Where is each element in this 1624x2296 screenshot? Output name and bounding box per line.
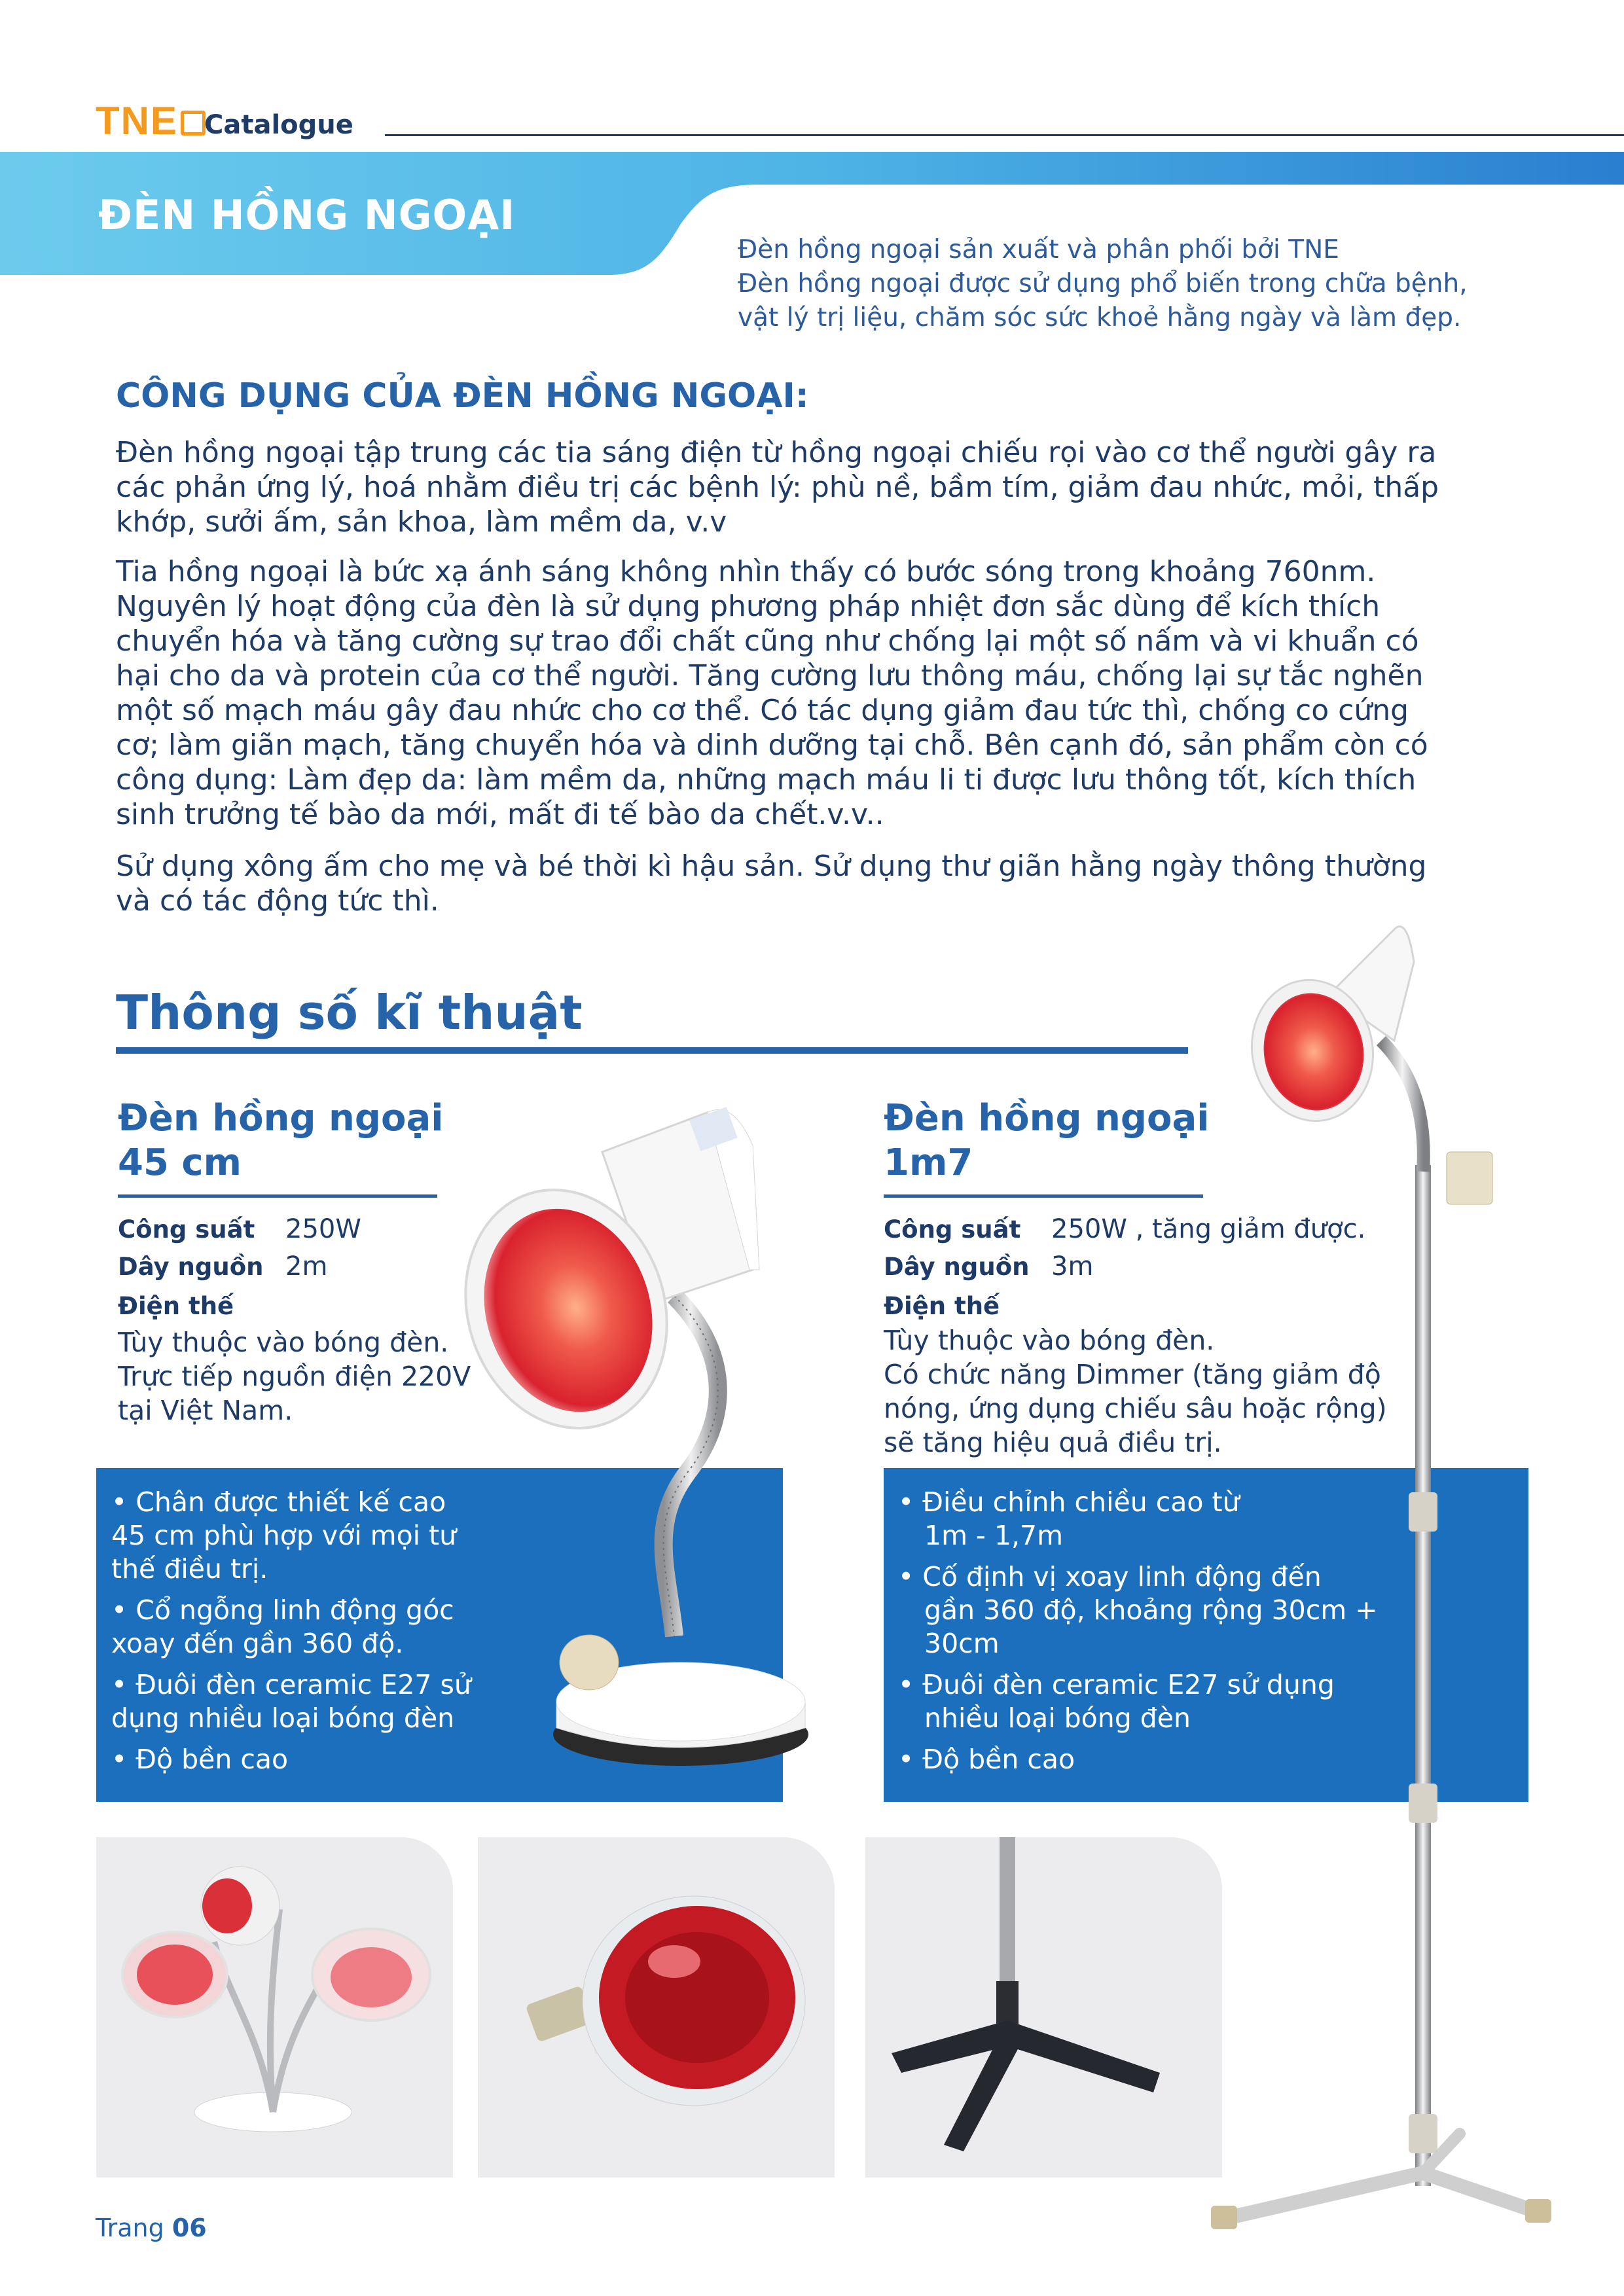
paragraph-line: chuyển hóa và tăng cường sự trao đổi chất cũng như chống lại một số nấm và vi khuẩn có [116,624,1419,658]
bullet-icon: • [898,1561,923,1592]
feature-item: • Cố định vị xoay linh động đến gần 360 độ, khoảng rộng 30cm + 30cm [898,1561,1378,1659]
banner-line: Đèn hồng ngoại được sử dụng phổ biến trong chữa bệnh, [738,269,1468,298]
feature-item: • Đuôi đèn ceramic E27 sử dụng nhiều loại bóng đèn [111,1669,471,1734]
desc-line: sẽ tăng hiệu quả điều trị. [884,1427,1222,1458]
spec-label: Công suất [118,1215,255,1244]
product-1-features [111,1486,471,1784]
paragraph-line: Nguyên lý hoạt động của đèn là sử dụng phương pháp nhiệt đơn sắc dùng để kích thích [116,590,1380,623]
paragraph-line: công dụng: Làm đẹp da: làm mềm da, những mạch máu li ti được lưu thông tốt, kích thích [116,763,1416,797]
feature-item: • Độ bền cao [111,1744,289,1775]
paragraph-line: các phản ứng lý, hoá nhằm điều trị các bệnh lý: phù nề, bầm tím, giảm đau nhức, mỏi, thấp [116,471,1439,504]
bullet-icon: • [111,1594,136,1626]
bullet-icon: • [111,1669,136,1700]
bullet-icon: • [898,1486,923,1518]
spec-value: 250W [285,1214,361,1244]
product-1-voltage-desc [118,1325,471,1427]
paragraph-line: Tia hồng ngoại là bức xạ ánh sáng không nhìn thấy có bước sóng trong khoảng 760nm. [116,555,1376,588]
paragraph-line: và có tác động tức thì. [116,884,439,918]
paragraph-line: Sử dụng xông ấm cho mẹ và bé thời kì hậu sản. Sử dụng thư giãn hằng ngày thông thường [116,850,1427,883]
specs-heading-rule [116,1047,1188,1054]
paragraph-line: hại cho da và protein của cơ thể người. Tăng cường lưu thông máu, chống lại sự tắc nghẽn [116,659,1424,692]
bullet-icon: • [111,1486,136,1518]
bullet-icon: • [898,1744,923,1775]
spec-value: 250W , tăng giảm được. [1051,1214,1366,1244]
photo-infrared-bulb [478,1837,835,2178]
feature-item: • Đuôi đèn ceramic E27 sử dụng nhiều loại bóng đèn [898,1669,1335,1734]
bullet-icon: • [111,1744,136,1775]
paragraph-line: khớp, sưởi ấm, sản khoa, làm mềm da, v.v [116,505,727,539]
spec-label: Dây nguồn [118,1253,264,1281]
specs-heading: Thông số kĩ thuật [116,985,583,1040]
product-title-line: Đèn hồng ngoại [884,1097,1210,1139]
paragraph-line: cơ; làm giãn mạch, tăng chuyển hóa và dinh dưỡng tại chỗ. Bên cạnh đó, sản phẩm còn có [116,728,1428,762]
paragraph-line: sinh trưởng tế bào da mới, mất đi tế bào da chết.v.v.. [116,798,884,831]
spec-value: 3m [1051,1251,1094,1282]
desc-line: Tùy thuộc vào bóng đèn. [884,1325,1215,1356]
spec-label: Dây nguồn [884,1253,1030,1281]
banner-description [738,233,1556,335]
product-1-power [118,1214,361,1244]
plus-icon [181,111,206,135]
desc-line: Tùy thuộc vào bóng đèn. [118,1327,449,1358]
usage-paragraph-2 [116,554,1530,832]
desc-line: tại Việt Nam. [118,1395,293,1426]
product-1-voltage-label [118,1291,234,1321]
product-1-title [118,1096,443,1185]
product-2-title-rule [884,1194,1203,1198]
product-1-cord [118,1251,327,1282]
product-2-voltage-label [884,1291,1000,1321]
brand-logo [96,98,206,143]
product-title-line: Đèn hồng ngoại [118,1097,444,1139]
desk-lamp-image [452,1073,844,1767]
page-number [96,2214,207,2242]
page-number-value: 06 [171,2214,207,2242]
product-title-line: 1m7 [884,1141,973,1184]
product-title-line: 45 cm [118,1141,242,1184]
feature-item: • Cổ ngỗng linh động góc xoay đến gần 360 độ. [111,1594,454,1659]
feature-item: • Điều chỉnh chiều cao từ 1m - 1,7m [898,1486,1240,1551]
product-2-cord [884,1251,1093,1282]
product-1-title-rule [118,1194,437,1198]
feature-item: • Độ bền cao [898,1744,1075,1775]
brand-logo-text: TNE [96,99,178,143]
spec-value: 2m [285,1251,328,1282]
bullet-icon: • [898,1669,923,1700]
paragraph-line: Đèn hồng ngoại tập trung các tia sáng điện từ hồng ngoại chiếu rọi vào cơ thể người gây ra [116,436,1437,469]
page-title: ĐÈN HỒNG NGOẠI [98,191,516,239]
header-divider [385,134,1624,136]
banner-line: vật lý trị liệu, chăm sóc sức khoẻ hằng ngày và làm đẹp. [738,303,1462,332]
spec-label: Điện thế [884,1292,1000,1320]
banner-line: Đèn hồng ngoại sản xuất và phân phối bởi TNE [738,235,1339,264]
usage-heading: CÔNG DỤNG CỦA ĐÈN HỒNG NGOẠI: [116,376,809,416]
page-prefix: Trang [96,2214,164,2242]
spec-label: Điện thế [118,1292,234,1320]
desc-line: Trực tiếp nguồn điện 220V [118,1361,471,1392]
catalogue-label: Catalogue [204,110,353,140]
photo-triple-lamp [96,1837,453,2178]
desc-line: Có chức năng Dimmer (tăng giảm độ [884,1359,1381,1390]
desc-line: nóng, ứng dụng chiếu sâu hoặc rộng) [884,1393,1387,1424]
product-2-title [884,1096,1209,1185]
spec-label: Công suất [884,1215,1021,1244]
feature-item: • Chân được thiết kế cao 45 cm phù hợp với mọi tư thế điều trị. [111,1486,457,1585]
photo-tripod-stand [865,1837,1222,2178]
paragraph-line: một số mạch máu gây đau nhức cho cơ thể. Có tác dụng giảm đau tức thì, chống co cứng [116,694,1409,727]
usage-paragraph-1 [116,435,1530,539]
product-2-features [898,1486,1378,1784]
